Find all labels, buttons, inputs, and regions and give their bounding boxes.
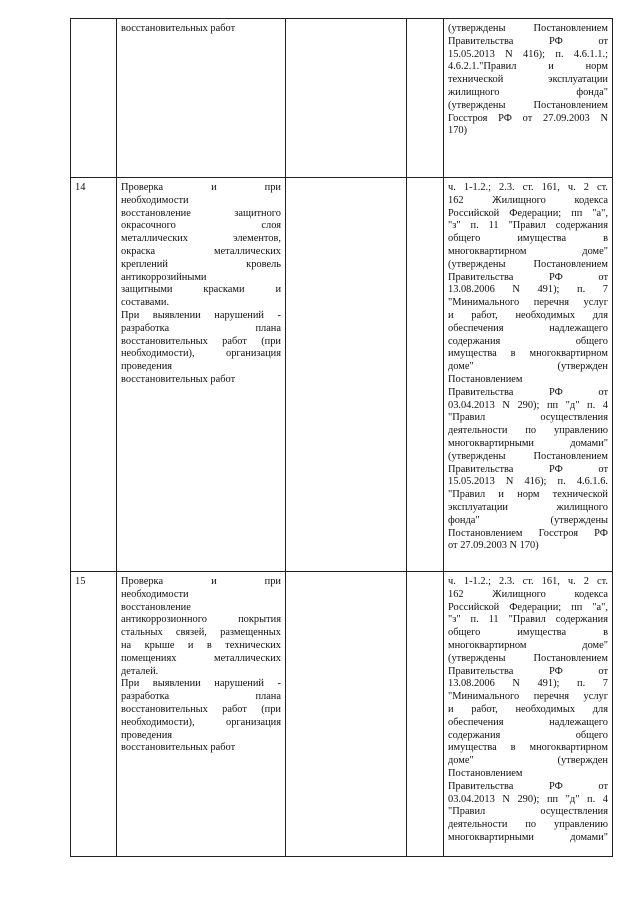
works-table bbox=[70, 18, 613, 857]
table-row bbox=[71, 19, 613, 178]
legal-basis: ч. 1-1.2.; 2.3. ст. 161, ч. 2 ст. 162 Жилищного кодекса Российской Федерации; пп "а", "з" п. 11 "Правил содержания общего имущества в многоквартирном доме" (утверждены Постановлением Правительства РФ от 13.08.2006 N 491); п. 7 "Минимального перечня услуг и работ, необходимых для обеспечения надлежащего содержания общего имущества в многоквартирном доме" (утвержден Постановлением Правительства РФ от 03.04.2013 N 290); пп "д" п. 4 "Правил осуществления деятельности по управлению многоквартирными домами" bbox=[444, 572, 613, 857]
row-number: 14 bbox=[71, 178, 117, 572]
empty-cell bbox=[407, 19, 444, 178]
table-row bbox=[71, 178, 613, 572]
empty-cell bbox=[286, 19, 407, 178]
row-number: 15 bbox=[71, 572, 117, 857]
empty-cell bbox=[286, 572, 407, 857]
empty-cell bbox=[286, 178, 407, 572]
work-description: восстановительных работ bbox=[117, 19, 286, 178]
work-description: Проверка и при необходимости восстановление антикоррозионного покрытия стальных связей, размещенных на крыше и в технических помещениях металлических деталей. При выявлении нарушений - разработка плана восстановительных работ (при необходимости), организация проведения восстановительных работ bbox=[117, 572, 286, 857]
legal-basis: (утверждены Постановлением Правительства РФ от 15.05.2013 N 416); п. 4.6.1.1.; 4.6.2.1."Правил и норм технической эксплуатации жилищного фонда" (утверждены Постановлением Госстроя РФ от 27.09.2003 N 170) bbox=[444, 19, 613, 178]
table-row bbox=[71, 572, 613, 857]
empty-cell bbox=[407, 572, 444, 857]
work-description: Проверка и при необходимости восстановление защитного окрасочного слоя металлических элементов, окраска металлических креплений кровель антикоррозийными защитными красками и составами. При выявлении нарушений - разработка плана восстановительных работ (при необходимости), организация проведения восстановительных работ bbox=[117, 178, 286, 572]
legal-basis: ч. 1-1.2.; 2.3. ст. 161, ч. 2 ст. 162 Жилищного кодекса Российской Федерации; пп "а", "з" п. 11 "Правил содержания общего имущества в многоквартирном доме" (утверждены Постановлением Правительства РФ от 13.08.2006 N 491); п. 7 "Минимального перечня услуг и работ, необходимых для обеспечения надлежащего содержания общего имущества в многоквартирном доме" (утвержден Постановлением Правительства РФ от 03.04.2013 N 290); пп "д" п. 4 "Правил осуществления деятельности по управлению многоквартирными домами" (утверждены Постановлением Правительства РФ от 15.05.2013 N 416); п. 4.6.1.6. "Правил и норм технической эксплуатации жилищного фонда" (утверждены Постановлением Госстроя РФ от 27.09.2003 N 170) bbox=[444, 178, 613, 572]
empty-cell bbox=[407, 178, 444, 572]
row-number bbox=[71, 19, 117, 178]
